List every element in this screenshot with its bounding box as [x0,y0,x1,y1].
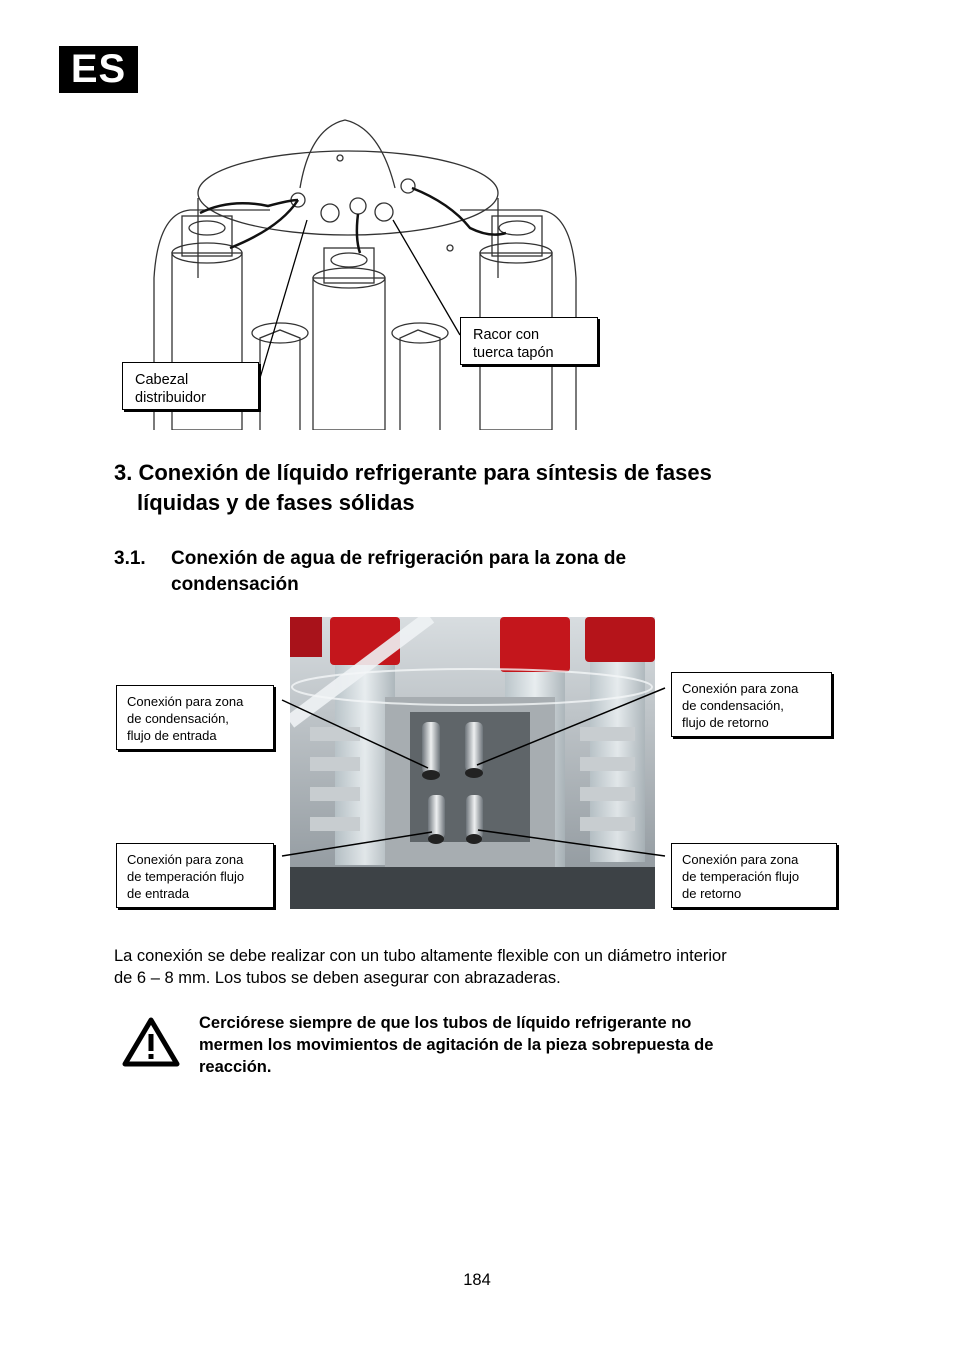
callout-temp-out-line3: de retorno [682,886,742,901]
language-badge: ES [59,46,138,93]
callout-temp-in-line1: Conexión para zona [127,852,244,867]
callout-fitting-line1: Racor con [473,327,540,343]
callout-tempering-return [671,843,837,908]
warning-text [199,1012,849,1078]
callout-temp-in-line2: de temperación flujo [127,869,245,884]
callout-cond-in-line3: flujo de entrada [127,728,217,743]
warning-line3: reacción. [199,1058,272,1076]
body-line2: de 6 – 8 mm. Los tubos se deben asegurar con abrazaderas. [114,969,561,987]
callout-condensation-inflow [116,685,274,750]
callout-tempering-inflow [116,843,274,908]
callout-cond-out-line2: de condensación, [682,698,784,713]
section-title-line1: Conexión de líquido refrigerante para síntesis de fases [138,460,712,485]
callout-temp-in-line3: de entrada [127,886,190,901]
subsection-title-line2: condensación [171,574,299,595]
callout-fitting-line2: tuerca tapón [473,345,554,361]
callout-distributor-head-line2: distribuidor [135,390,206,406]
page-number: 184 [463,1271,491,1289]
callout-condensation-return [671,672,832,737]
warning-triangle-icon [122,1017,180,1067]
subsection-number: 3.1. [114,548,146,569]
callout-cond-in-line1: Conexión para zona [127,694,244,709]
warning-line1: Cerciórese siempre de que los tubos de líquido refrigerante no [199,1014,692,1032]
body-paragraph [114,945,854,989]
callout-temp-out-line1: Conexión para zona [682,852,799,867]
callout-cond-out-line1: Conexión para zona [682,681,799,696]
callout-cond-out-line3: flujo de retorno [682,715,769,730]
section-number: 3. [114,460,133,485]
subsection-title-line1: Conexión de agua de refrigeración para la zona de [171,548,627,569]
callout-distributor-head-line1: Cabezal [135,372,189,388]
body-line1: La conexión se debe realizar con un tubo altamente flexible con un diámetro interior [114,947,727,965]
callout-cond-in-line2: de condensación, [127,711,229,726]
section-title-line2: líquidas y de fases sólidas [137,490,415,515]
warning-line2: mermen los movimientos de agitación de la pieza sobrepuesta de [199,1036,714,1054]
callout-temp-out-line2: de temperación flujo [682,869,800,884]
